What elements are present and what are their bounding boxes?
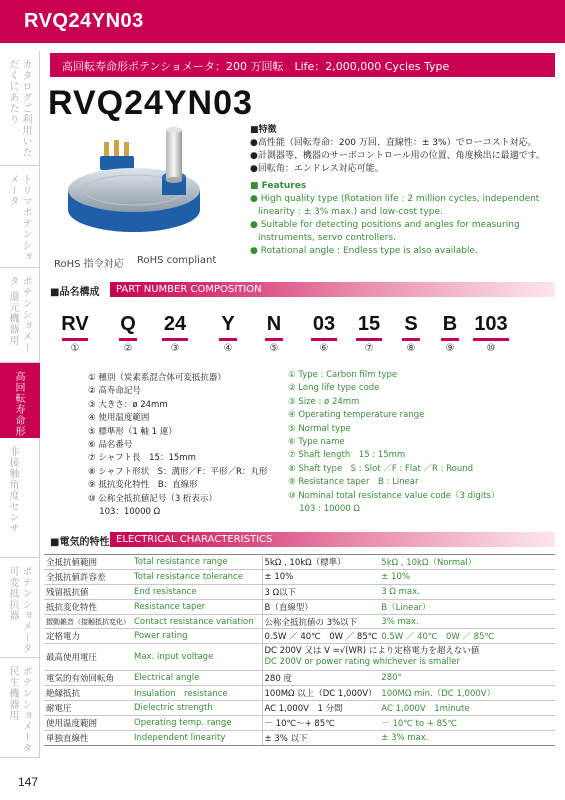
product-subheader — [50, 53, 555, 77]
section-heading-jp: ■電気的特性 — [50, 537, 110, 548]
spec-value-en: － 10℃ to + 85℃ — [379, 716, 555, 731]
part-code-index: ⑦ — [364, 343, 374, 354]
table-row — [44, 599, 555, 614]
sidebar-tab-label: カタログご利用いただくにあたり — [7, 59, 31, 158]
spec-label-en: Total resistance tolerance — [132, 569, 262, 584]
part-code — [352, 312, 386, 362]
section-heading-bar — [110, 282, 555, 297]
spec-value-jp: ± 10% — [262, 569, 379, 584]
part-code — [307, 312, 341, 362]
section-heading-en: ELECTRICAL CHARACTERISTICS — [116, 534, 273, 545]
part-code-index: ⑨ — [445, 343, 455, 354]
spec-label-jp: 最高使用電圧 — [44, 644, 132, 671]
page-title: RVQ24YN03 — [24, 10, 144, 32]
part-code-underline — [356, 338, 382, 341]
legend-item-jp: ② 高寿命記号 — [88, 386, 141, 397]
spec-value-en: 0.5W ／ 40℃ 0W ／ 85℃ — [379, 629, 555, 644]
table-row — [44, 614, 555, 629]
spec-value-en: 3% max. — [379, 614, 555, 629]
table-row — [44, 555, 555, 570]
part-code-underline — [311, 338, 337, 341]
subheader-text: 高回転寿命形ポテンショメータ：200 万回転 Life：2,000,000 Cycles Type — [62, 60, 450, 73]
spec-value-jp: － 10℃～+ 85℃ — [262, 716, 379, 731]
legend-item-jp: ⑩ 公称全抵抗値記号（3 桁表示） — [88, 493, 217, 504]
spec-label-en: Insulation resistance — [132, 686, 262, 701]
spec-value-jp: 公称全抵抗値の 3%以下 — [262, 614, 379, 629]
part-code-value: Y — [221, 313, 235, 335]
terminal-block-icon — [100, 156, 134, 170]
part-code — [158, 312, 192, 362]
model-name: RVQ24YN03 — [48, 84, 253, 122]
part-code-value: 103 — [474, 313, 508, 335]
legend-item-jp: ⑨ 抵抗変化特性 B：直線形 — [88, 480, 198, 491]
sidebar — [0, 43, 40, 770]
legend-item-en: ⑦ Shaft length 15 : 15mm — [288, 450, 406, 461]
part-code — [436, 312, 464, 362]
legend-item-en: ⑨ Resistance taper B : Linear — [288, 477, 419, 488]
part-code — [58, 312, 92, 362]
spec-value-en: 280° — [379, 671, 555, 686]
spec-value-jp: 5kΩ , 10kΩ（標準） — [262, 555, 379, 570]
top-banner — [0, 0, 565, 43]
legend-item-jp: ④ 使用温度範囲 — [88, 413, 150, 424]
spec-value-jp: DC 200V 又は V =√(WR) により定格電力を超えない値 — [264, 646, 480, 657]
part-code-underline — [473, 338, 509, 341]
part-code-value: B — [442, 313, 458, 335]
sidebar-tab-industrial[interactable] — [0, 268, 40, 363]
spec-label-jp: 残留抵抗値 — [44, 584, 132, 599]
spec-label-jp: 絶縁抵抗 — [44, 686, 132, 701]
feature-item-jp: ●計測器等、機器のサーボコントロール用の位置、角度検出に最適です。 — [250, 151, 545, 161]
spec-value-jp: AC 1,000V 1 分間 — [262, 701, 379, 716]
spec-label-jp: 摺動雑音（接触抵抗変化） — [44, 614, 132, 629]
part-code-underline — [119, 338, 137, 341]
sidebar-tab-trimmer[interactable] — [0, 166, 40, 268]
spec-value-jp: 280 度 — [262, 671, 379, 686]
legend-item-en: ② Long life type code — [288, 383, 380, 394]
legend-item-jp: ⑥ 品名番号 — [88, 440, 133, 451]
part-code-underline — [402, 338, 420, 341]
spec-value-en: 3 Ω max. — [379, 584, 555, 599]
spec-value-en: ± 3% max. — [379, 730, 555, 745]
part-code-value: 24 — [163, 313, 187, 335]
part-code-underline — [219, 338, 237, 341]
legend-item-jp: ⑧ シャフト形状 S：溝形／F：平形／R：丸形 — [88, 466, 268, 477]
sidebar-tab-label: 高回転寿命形 — [13, 371, 24, 437]
feature-item-jp: ●高性能（回転寿命：200 万回、直線性：± 3%）でローコスト対応。 — [250, 138, 537, 148]
spec-label-en: Electrical angle — [132, 671, 262, 686]
legend-item-en: ① Type : Carbon film type — [288, 370, 398, 380]
spec-value-jp: 100MΩ 以上（DC 1,000V） — [262, 686, 379, 701]
part-code — [260, 312, 288, 362]
feature-item-en: ● Rotational angle : Endless type is also available. — [250, 246, 478, 256]
part-code-value: 03 — [312, 313, 336, 335]
spec-label-jp: 全抵抗値範囲 — [44, 555, 132, 570]
table-row — [44, 584, 555, 599]
sidebar-tab-catalog-usage[interactable] — [0, 51, 40, 166]
legend-item-jp: 103：10000 Ω — [88, 507, 161, 518]
spec-label-jp: 電気的有効回転角 — [44, 671, 132, 686]
table-row — [44, 629, 555, 644]
sidebar-tab-label: 非接触角度センサ — [7, 446, 18, 534]
spec-label-en: Dielectric strength — [132, 701, 262, 716]
part-code-index: ⑩ — [486, 343, 496, 354]
part-code-underline — [441, 338, 459, 341]
spec-label-en: End resistance — [132, 584, 262, 599]
spec-value-en: 5kΩ , 10kΩ（Normal） — [379, 555, 555, 570]
section-heading-bar — [110, 532, 555, 547]
part-number-heading — [50, 282, 555, 298]
sidebar-tab-consumer[interactable] — [0, 658, 40, 758]
sidebar-tab-label: ポテンショメータ 可変抵抗器 — [7, 566, 31, 654]
feature-item-en: ● Suitable for detecting positions and angles for measuring instruments, servo controllers. — [250, 220, 520, 243]
product-photo — [52, 122, 242, 250]
part-code — [397, 312, 425, 362]
table-row — [44, 716, 555, 731]
electrical-table — [44, 554, 555, 746]
rohs-caption-jp: RoHS 指令対応 — [54, 259, 124, 270]
spec-value-jp: ± 3% 以下 — [262, 730, 379, 745]
spec-label-jp: 耐電圧 — [44, 701, 132, 716]
part-code-legend-en — [288, 369, 499, 516]
spec-label-en: Operating temp. range — [132, 716, 262, 731]
sidebar-tab-variable-resistor[interactable] — [0, 558, 40, 658]
sidebar-tab-label: ポテンショメータ 還元機器用 — [7, 276, 31, 353]
spec-label-en: Total resistance range — [132, 555, 262, 570]
sidebar-tab-contactless-sensor[interactable] — [0, 438, 40, 558]
spec-value-en: B（Linear） — [379, 599, 555, 614]
legend-item-jp: ⑦ シャフト長 15：15mm — [88, 453, 196, 464]
spec-label-en: Max. input voltage — [132, 644, 262, 671]
spec-label-en: Contact resistance variation — [132, 614, 262, 629]
part-code-index: ④ — [223, 343, 233, 354]
part-code-underline — [162, 338, 188, 341]
features-heading-en: ■ Features — [250, 181, 307, 191]
spec-value-jp: 3 Ω以下 — [262, 584, 379, 599]
legend-item-jp: ⑤ 標準形（1 軸 1 連） — [88, 426, 177, 437]
sidebar-tab-label: ポテンショメータ 民生機器用 — [7, 666, 31, 754]
legend-item-en: ⑩ Nominal total resistance value code（3 digits） — [288, 490, 500, 501]
part-code-legend-jp — [88, 372, 267, 519]
part-code-underline — [265, 338, 283, 341]
part-code-index: ② — [123, 343, 133, 354]
legend-item-jp: ③ 大きさ：ø 24mm — [88, 399, 168, 410]
legend-item-en: ⑤ Normal type — [288, 423, 351, 434]
part-code — [214, 312, 242, 362]
legend-item-en: ③ Size : ø 24mm — [288, 396, 360, 407]
spec-label-jp: 定格電力 — [44, 629, 132, 644]
section-heading-en: PART NUMBER COMPOSITION — [116, 284, 262, 295]
table-row — [44, 569, 555, 584]
spec-value-jp: 0.5W ／ 40℃ 0W ／ 85℃ — [262, 629, 379, 644]
page-number: 147 — [18, 775, 39, 789]
table-row — [44, 671, 555, 686]
table-row — [44, 644, 555, 671]
shaft-icon — [166, 130, 182, 180]
part-code-value: RV — [61, 313, 89, 335]
spec-label-en: Resistance taper — [132, 599, 262, 614]
section-heading-jp: ■品名構成 — [50, 287, 100, 298]
spec-label-jp: 使用温度範囲 — [44, 716, 132, 731]
part-code-index: ① — [70, 343, 80, 354]
rohs-caption-en: RoHS compliant — [137, 255, 217, 266]
part-code-index: ⑧ — [406, 343, 416, 354]
sidebar-tab-label: トリマポテンショメータ — [7, 174, 31, 262]
spec-label-jp: 単独直線性 — [44, 730, 132, 745]
spec-value-en: 100MΩ min.（DC 1,000V） — [379, 686, 555, 701]
spec-label-en: Power rating — [132, 629, 262, 644]
part-code-underline — [62, 338, 88, 341]
feature-item-jp: ●回転角：エンドレス対応可能。 — [250, 164, 384, 174]
legend-item-en: ④ Operating temperature range — [288, 410, 425, 421]
part-code-value: S — [404, 313, 418, 335]
feature-item-en: ● High quality type (Rotation life : 2 million cycles, independent linearity : ± 3% max.) and low-cost type. — [250, 194, 540, 217]
table-row — [44, 730, 555, 745]
spec-value-jp: B（直線型） — [262, 599, 379, 614]
part-code-value: N — [266, 313, 282, 335]
spec-label-jp: 抵抗変化特性 — [44, 599, 132, 614]
spec-merged-value — [262, 644, 555, 671]
features-block — [250, 124, 555, 258]
spec-value-en: DC 200V or power rating whichever is smaller — [264, 657, 460, 668]
part-code-value: Q — [120, 313, 136, 335]
part-code-index: ⑥ — [319, 343, 329, 354]
electrical-heading — [50, 532, 555, 548]
features-heading-jp: ■特徴 — [250, 125, 277, 135]
part-code-value: 15 — [357, 313, 381, 335]
legend-item-en: ⑧ Shaft type S : Slot ／F : Flat ／R : Round — [288, 463, 474, 474]
table-row — [44, 701, 555, 716]
legend-item-en: ⑥ Type name — [288, 437, 345, 448]
part-code-index: ⑤ — [269, 343, 279, 354]
legend-item-jp: ① 種別（炭素系混合体可変抵抗器） — [88, 373, 226, 383]
sidebar-tab-long-life[interactable] — [0, 363, 40, 438]
part-code-index: ③ — [170, 343, 180, 354]
part-code — [469, 312, 513, 362]
table-row — [44, 686, 555, 701]
spec-label-en: Independent linearity — [132, 730, 262, 745]
legend-item-en: 103 : 10000 Ω — [288, 504, 360, 515]
spec-value-en: AC 1,000V 1minute — [379, 701, 555, 716]
spec-value-en: ± 10% — [379, 569, 555, 584]
spec-label-jp: 全抵抗値許容差 — [44, 569, 132, 584]
part-code — [114, 312, 142, 362]
